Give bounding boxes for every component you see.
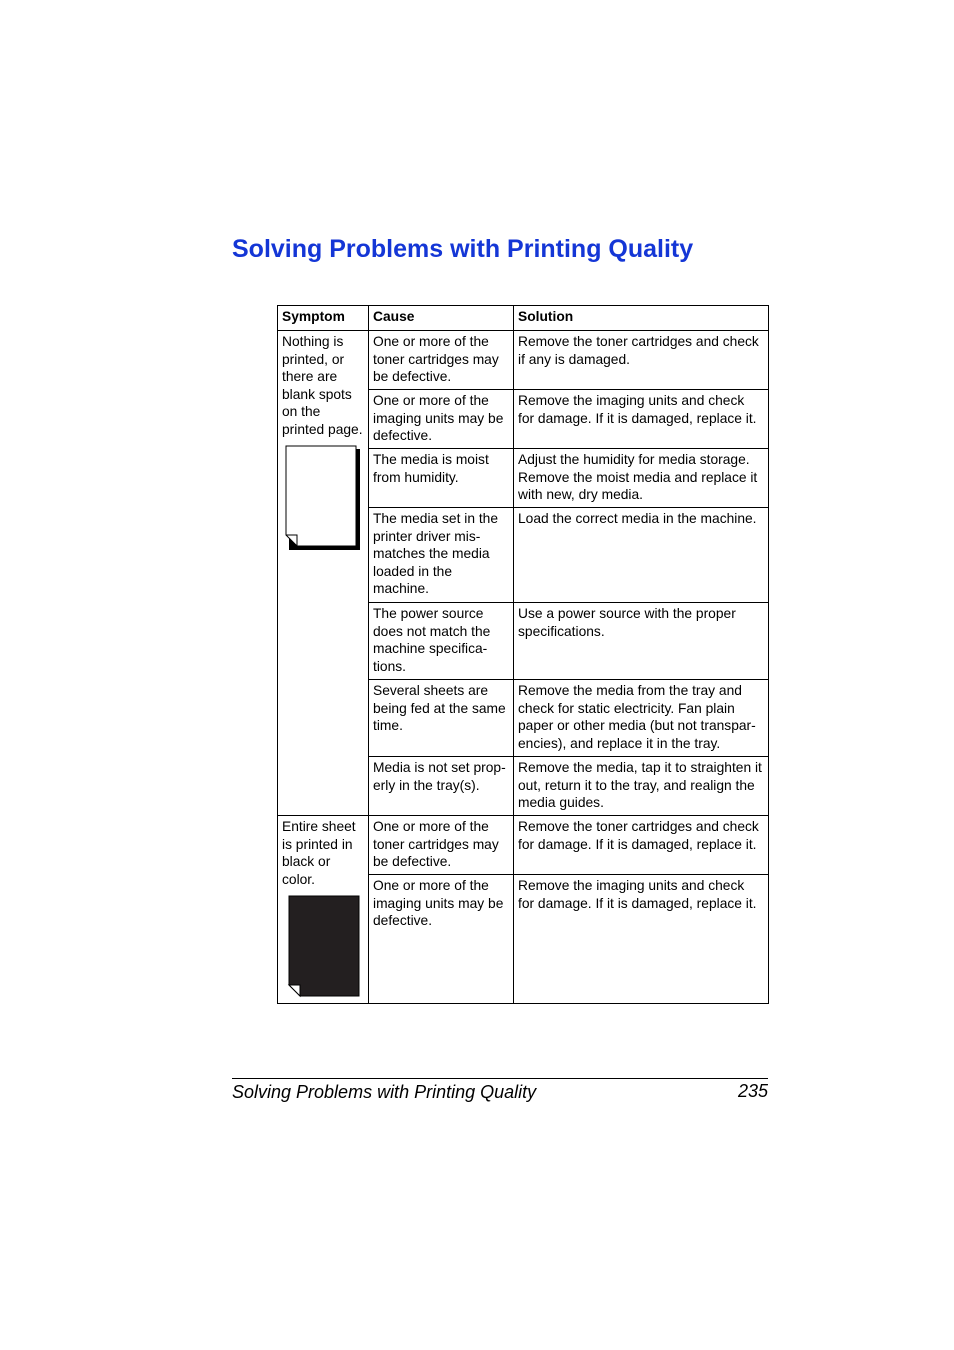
solution-cell: Remove the media from the tray and check for static electricity. Fan plain paper or other media (but not transpar-encies), and replace it in the tray.: [514, 680, 769, 757]
symptom-cell: [278, 816, 369, 1004]
symptom-text: Nothing is printed, or there are blank spots on the printed page.: [282, 334, 363, 437]
cause-cell: The media set in the printer driver mis-matches the media loaded in the machine.: [369, 508, 514, 603]
cause-cell: Several sheets are being fed at the same time.: [369, 680, 514, 757]
table-row: [278, 816, 769, 875]
cause-cell: One or more of the imaging units may be defective.: [369, 390, 514, 449]
blank-page-icon: [285, 445, 361, 551]
page-number: 235: [737, 1081, 768, 1101]
solution-cell: Use a power source with the proper specifications.: [514, 603, 769, 680]
cause-cell: One or more of the toner cartridges may be defective.: [369, 331, 514, 390]
header-solution: Solution: [514, 306, 769, 331]
cause-cell: Media is not set prop-erly in the tray(s).: [369, 757, 514, 816]
cause-cell: One or more of the imaging units may be defective.: [369, 875, 514, 1004]
symptom-cell: [278, 331, 369, 816]
table-row: [278, 331, 769, 390]
troubleshooting-table: [277, 305, 769, 1004]
solution-cell: Load the correct media in the machine.: [514, 508, 769, 603]
page-title: Solving Problems with Printing Quality: [232, 235, 694, 263]
solution-cell: Remove the imaging units and check for damage. If it is damaged, replace it.: [514, 390, 769, 449]
header-cause: Cause: [369, 306, 514, 331]
solution-cell: Remove the imaging units and check for damage. If it is damaged, replace it.: [514, 875, 769, 1004]
footer-divider: [232, 1078, 768, 1079]
cause-cell: The power source does not match the machine specifica-tions.: [369, 603, 514, 680]
cause-cell: One or more of the toner cartridges may be defective.: [369, 816, 514, 875]
solution-cell: Adjust the humidity for media storage. Remove the moist media and replace it with new, dry media.: [514, 449, 769, 508]
footer-title: Solving Problems with Printing Quality: [232, 1082, 537, 1102]
solution-cell: Remove the media, tap it to straighten it out, return it to the tray, and realign the media guides.: [514, 757, 769, 816]
solution-cell: Remove the toner cartridges and check for damage. If it is damaged, replace it.: [514, 816, 769, 875]
table-header-row: [278, 306, 769, 331]
cause-cell: The media is moist from humidity.: [369, 449, 514, 508]
header-symptom: Symptom: [278, 306, 369, 331]
symptom-text: Entire sheet is printed in black or color.: [282, 819, 356, 887]
solution-cell: Remove the toner cartridges and check if any is damaged.: [514, 331, 769, 390]
black-page-icon: [285, 892, 361, 998]
